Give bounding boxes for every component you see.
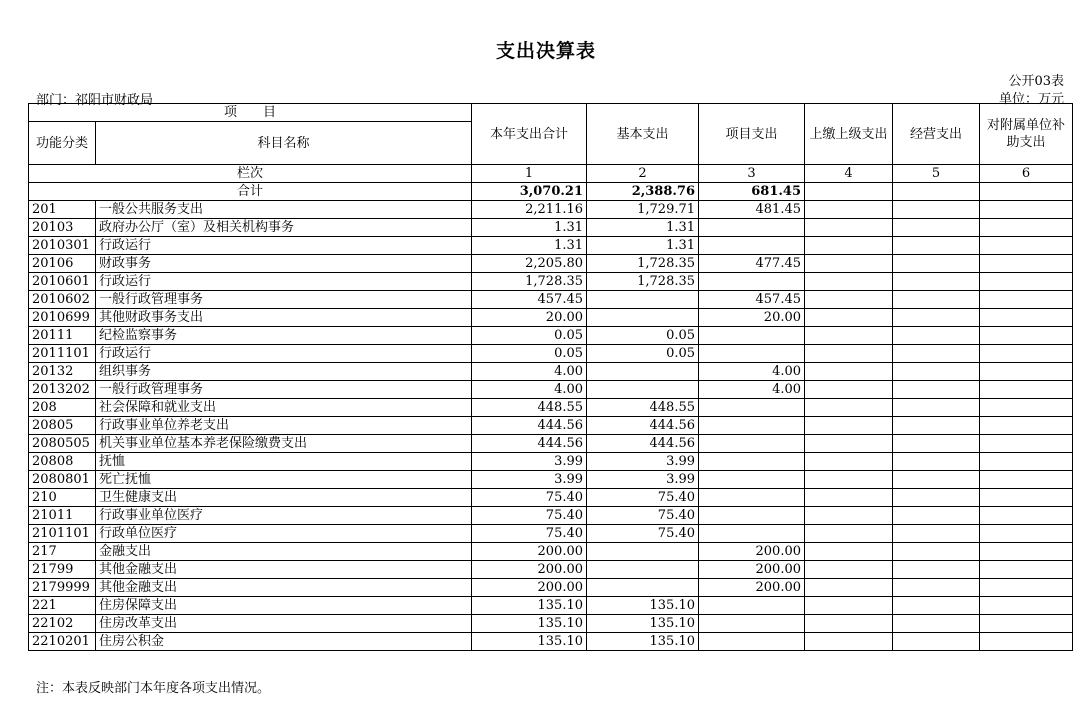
row-code: 20808	[29, 453, 96, 471]
row-business	[893, 435, 980, 453]
row-total: 20.00	[472, 309, 587, 327]
row-to-upper	[805, 237, 893, 255]
row-to-upper	[805, 543, 893, 561]
row-name: 抚恤	[96, 453, 472, 471]
row-business	[893, 399, 980, 417]
row-to-upper	[805, 219, 893, 237]
row-business	[893, 561, 980, 579]
row-basic: 3.99	[587, 453, 699, 471]
table-row	[29, 615, 1073, 633]
row-basic: 448.55	[587, 399, 699, 417]
row-name: 金融支出	[96, 543, 472, 561]
table-row	[29, 561, 1073, 579]
page-title: 支出决算表	[495, 40, 596, 62]
row-to-upper	[805, 579, 893, 597]
table-row	[29, 525, 1073, 543]
row-business	[893, 471, 980, 489]
total-to-upper	[805, 183, 893, 201]
row-subsidy	[980, 471, 1073, 489]
row-code: 21799	[29, 561, 96, 579]
row-subsidy	[980, 345, 1073, 363]
table-row	[29, 309, 1073, 327]
row-business	[893, 615, 980, 633]
row-code: 21011	[29, 507, 96, 525]
col-index-2: 2	[587, 165, 699, 183]
row-name: 组织事务	[96, 363, 472, 381]
row-code: 221	[29, 597, 96, 615]
row-basic: 1,728.35	[587, 273, 699, 291]
row-business	[893, 309, 980, 327]
row-business	[893, 201, 980, 219]
row-subsidy	[980, 309, 1073, 327]
row-project: 481.45	[699, 201, 805, 219]
row-project: 200.00	[699, 561, 805, 579]
row-project	[699, 237, 805, 255]
row-code: 22102	[29, 615, 96, 633]
row-subsidy	[980, 255, 1073, 273]
row-to-upper	[805, 381, 893, 399]
row-total: 0.05	[472, 327, 587, 345]
header-total: 本年支出合计	[472, 104, 587, 165]
row-total: 135.10	[472, 597, 587, 615]
row-project	[699, 597, 805, 615]
row-business	[893, 417, 980, 435]
total-row	[29, 183, 1073, 201]
table-row	[29, 237, 1073, 255]
row-basic: 75.40	[587, 489, 699, 507]
row-subsidy	[980, 363, 1073, 381]
col-index-4: 4	[805, 165, 893, 183]
row-basic: 135.10	[587, 615, 699, 633]
row-subsidy	[980, 561, 1073, 579]
row-business	[893, 273, 980, 291]
row-name: 其他财政事务支出	[96, 309, 472, 327]
row-subsidy	[980, 597, 1073, 615]
row-to-upper	[805, 615, 893, 633]
row-name: 行政单位医疗	[96, 525, 472, 543]
row-total: 457.45	[472, 291, 587, 309]
row-business	[893, 219, 980, 237]
row-total: 75.40	[472, 489, 587, 507]
row-total: 200.00	[472, 579, 587, 597]
table-row	[29, 543, 1073, 561]
row-name: 住房公积金	[96, 633, 472, 651]
row-name: 行政事业单位养老支出	[96, 417, 472, 435]
row-subsidy	[980, 273, 1073, 291]
col-index-3: 3	[699, 165, 805, 183]
row-business	[893, 543, 980, 561]
row-total: 200.00	[472, 543, 587, 561]
row-code: 2010601	[29, 273, 96, 291]
row-to-upper	[805, 471, 893, 489]
table-row	[29, 579, 1073, 597]
row-basic	[587, 543, 699, 561]
row-project	[699, 345, 805, 363]
row-code: 2013202	[29, 381, 96, 399]
row-name: 一般行政管理事务	[96, 381, 472, 399]
table-row	[29, 597, 1073, 615]
row-code: 2011101	[29, 345, 96, 363]
row-total: 2,205.80	[472, 255, 587, 273]
row-project: 20.00	[699, 309, 805, 327]
row-to-upper	[805, 417, 893, 435]
row-to-upper	[805, 201, 893, 219]
row-business	[893, 255, 980, 273]
row-to-upper	[805, 525, 893, 543]
row-project: 477.45	[699, 255, 805, 273]
row-name: 行政事业单位医疗	[96, 507, 472, 525]
row-to-upper	[805, 507, 893, 525]
row-project	[699, 525, 805, 543]
department-label: 部门：祁阳市财政局	[36, 93, 154, 108]
row-name: 住房改革支出	[96, 615, 472, 633]
row-to-upper	[805, 597, 893, 615]
row-business	[893, 507, 980, 525]
row-basic	[587, 579, 699, 597]
table-row	[29, 453, 1073, 471]
row-to-upper	[805, 255, 893, 273]
row-total: 1.31	[472, 237, 587, 255]
row-business	[893, 363, 980, 381]
row-total: 1.31	[472, 219, 587, 237]
row-basic: 1,729.71	[587, 201, 699, 219]
row-to-upper	[805, 345, 893, 363]
table-row	[29, 327, 1073, 345]
row-name: 一般行政管理事务	[96, 291, 472, 309]
row-code: 2101101	[29, 525, 96, 543]
table-row	[29, 345, 1073, 363]
row-business	[893, 489, 980, 507]
row-total: 75.40	[472, 507, 587, 525]
row-subsidy	[980, 525, 1073, 543]
row-total: 75.40	[472, 525, 587, 543]
header-subsidy: 对附属单位补助支出	[980, 104, 1073, 165]
row-project: 200.00	[699, 579, 805, 597]
row-name: 行政运行	[96, 345, 472, 363]
row-name: 其他金融支出	[96, 561, 472, 579]
row-subsidy	[980, 435, 1073, 453]
row-subsidy	[980, 219, 1073, 237]
row-total: 448.55	[472, 399, 587, 417]
row-subsidy	[980, 327, 1073, 345]
row-to-upper	[805, 291, 893, 309]
row-project	[699, 507, 805, 525]
row-code: 2080505	[29, 435, 96, 453]
row-project: 457.45	[699, 291, 805, 309]
row-business	[893, 633, 980, 651]
row-code: 20106	[29, 255, 96, 273]
row-basic: 1,728.35	[587, 255, 699, 273]
row-project	[699, 471, 805, 489]
row-project: 4.00	[699, 363, 805, 381]
row-name: 住房保障支出	[96, 597, 472, 615]
header-item: 项 目	[29, 104, 472, 122]
row-project	[699, 327, 805, 345]
row-basic: 444.56	[587, 417, 699, 435]
row-to-upper	[805, 633, 893, 651]
row-total: 135.10	[472, 633, 587, 651]
row-name: 卫生健康支出	[96, 489, 472, 507]
table-row	[29, 255, 1073, 273]
row-basic: 135.10	[587, 633, 699, 651]
total-label: 合计	[29, 183, 472, 201]
row-name: 死亡抚恤	[96, 471, 472, 489]
row-basic	[587, 309, 699, 327]
row-basic	[587, 363, 699, 381]
row-project: 200.00	[699, 543, 805, 561]
header-subject-name: 科目名称	[96, 122, 472, 165]
header-basic: 基本支出	[587, 104, 699, 165]
row-code: 201	[29, 201, 96, 219]
row-basic: 135.10	[587, 597, 699, 615]
row-subsidy	[980, 201, 1073, 219]
row-basic: 0.05	[587, 327, 699, 345]
row-total: 444.56	[472, 435, 587, 453]
table-row	[29, 273, 1073, 291]
row-total: 0.05	[472, 345, 587, 363]
row-subsidy	[980, 633, 1073, 651]
table-row	[29, 201, 1073, 219]
row-name: 一般公共服务支出	[96, 201, 472, 219]
row-to-upper	[805, 399, 893, 417]
row-code: 2010602	[29, 291, 96, 309]
col-index-6: 6	[980, 165, 1073, 183]
row-code: 20111	[29, 327, 96, 345]
row-business	[893, 597, 980, 615]
expenditure-table	[28, 103, 1073, 651]
row-subsidy	[980, 417, 1073, 435]
row-subsidy	[980, 579, 1073, 597]
table-row	[29, 471, 1073, 489]
table-row	[29, 489, 1073, 507]
row-name: 社会保障和就业支出	[96, 399, 472, 417]
row-total: 200.00	[472, 561, 587, 579]
row-subsidy	[980, 489, 1073, 507]
row-subsidy	[980, 399, 1073, 417]
table-row	[29, 633, 1073, 651]
table-row	[29, 417, 1073, 435]
row-total: 4.00	[472, 381, 587, 399]
total-business	[893, 183, 980, 201]
row-name: 机关事业单位基本养老保险缴费支出	[96, 435, 472, 453]
table-row	[29, 363, 1073, 381]
row-project	[699, 273, 805, 291]
row-subsidy	[980, 291, 1073, 309]
col-index-5: 5	[893, 165, 980, 183]
row-basic	[587, 381, 699, 399]
row-basic: 75.40	[587, 525, 699, 543]
row-business	[893, 381, 980, 399]
total-basic: 2,388.76	[587, 183, 699, 201]
row-project	[699, 399, 805, 417]
header-func-class: 功能分类	[29, 122, 96, 165]
row-to-upper	[805, 327, 893, 345]
row-basic	[587, 561, 699, 579]
column-index-row	[29, 165, 1073, 183]
row-project	[699, 615, 805, 633]
total-project: 681.45	[699, 183, 805, 201]
row-project	[699, 417, 805, 435]
unit-label: 单位：万元	[998, 92, 1064, 107]
row-basic: 1.31	[587, 219, 699, 237]
row-code: 20132	[29, 363, 96, 381]
row-total: 1,728.35	[472, 273, 587, 291]
header-project: 项目支出	[699, 104, 805, 165]
row-business	[893, 453, 980, 471]
table-row	[29, 435, 1073, 453]
row-business	[893, 237, 980, 255]
row-basic: 0.05	[587, 345, 699, 363]
row-to-upper	[805, 489, 893, 507]
row-project	[699, 633, 805, 651]
row-to-upper	[805, 363, 893, 381]
form-number: 公开03表	[1008, 74, 1064, 89]
row-subsidy	[980, 615, 1073, 633]
row-code: 217	[29, 543, 96, 561]
row-business	[893, 579, 980, 597]
row-basic: 3.99	[587, 471, 699, 489]
row-code: 20805	[29, 417, 96, 435]
row-code: 2080801	[29, 471, 96, 489]
row-subsidy	[980, 381, 1073, 399]
total-subsidy	[980, 183, 1073, 201]
row-basic: 444.56	[587, 435, 699, 453]
row-subsidy	[980, 543, 1073, 561]
header-to-upper: 上缴上级支出	[805, 104, 893, 165]
row-to-upper	[805, 453, 893, 471]
row-subsidy	[980, 507, 1073, 525]
col-label: 栏次	[29, 165, 472, 183]
row-name: 其他金融支出	[96, 579, 472, 597]
row-business	[893, 345, 980, 363]
row-business	[893, 327, 980, 345]
row-project	[699, 489, 805, 507]
row-subsidy	[980, 237, 1073, 255]
row-total: 4.00	[472, 363, 587, 381]
row-total: 444.56	[472, 417, 587, 435]
table-row	[29, 507, 1073, 525]
row-code: 2010301	[29, 237, 96, 255]
row-total: 135.10	[472, 615, 587, 633]
row-code: 2210201	[29, 633, 96, 651]
row-name: 纪检监察事务	[96, 327, 472, 345]
row-to-upper	[805, 309, 893, 327]
row-code: 208	[29, 399, 96, 417]
row-code: 2179999	[29, 579, 96, 597]
table-row	[29, 291, 1073, 309]
row-to-upper	[805, 561, 893, 579]
row-project	[699, 219, 805, 237]
row-business	[893, 291, 980, 309]
table-row	[29, 381, 1073, 399]
footnote: 注：本表反映部门本年度各项支出情况。	[36, 681, 271, 696]
row-code: 20103	[29, 219, 96, 237]
row-project	[699, 453, 805, 471]
row-basic: 1.31	[587, 237, 699, 255]
row-to-upper	[805, 435, 893, 453]
table-row	[29, 399, 1073, 417]
col-index-1: 1	[472, 165, 587, 183]
row-total: 2,211.16	[472, 201, 587, 219]
row-code: 210	[29, 489, 96, 507]
row-project: 4.00	[699, 381, 805, 399]
row-basic: 75.40	[587, 507, 699, 525]
row-name: 财政事务	[96, 255, 472, 273]
row-basic	[587, 291, 699, 309]
total-sum: 3,070.21	[472, 183, 587, 201]
row-name: 行政运行	[96, 273, 472, 291]
row-to-upper	[805, 273, 893, 291]
row-subsidy	[980, 453, 1073, 471]
table-row	[29, 219, 1073, 237]
row-total: 3.99	[472, 471, 587, 489]
row-business	[893, 525, 980, 543]
row-code: 2010699	[29, 309, 96, 327]
row-total: 3.99	[472, 453, 587, 471]
row-project	[699, 435, 805, 453]
header-business: 经营支出	[893, 104, 980, 165]
row-name: 政府办公厅（室）及相关机构事务	[96, 219, 472, 237]
row-name: 行政运行	[96, 237, 472, 255]
